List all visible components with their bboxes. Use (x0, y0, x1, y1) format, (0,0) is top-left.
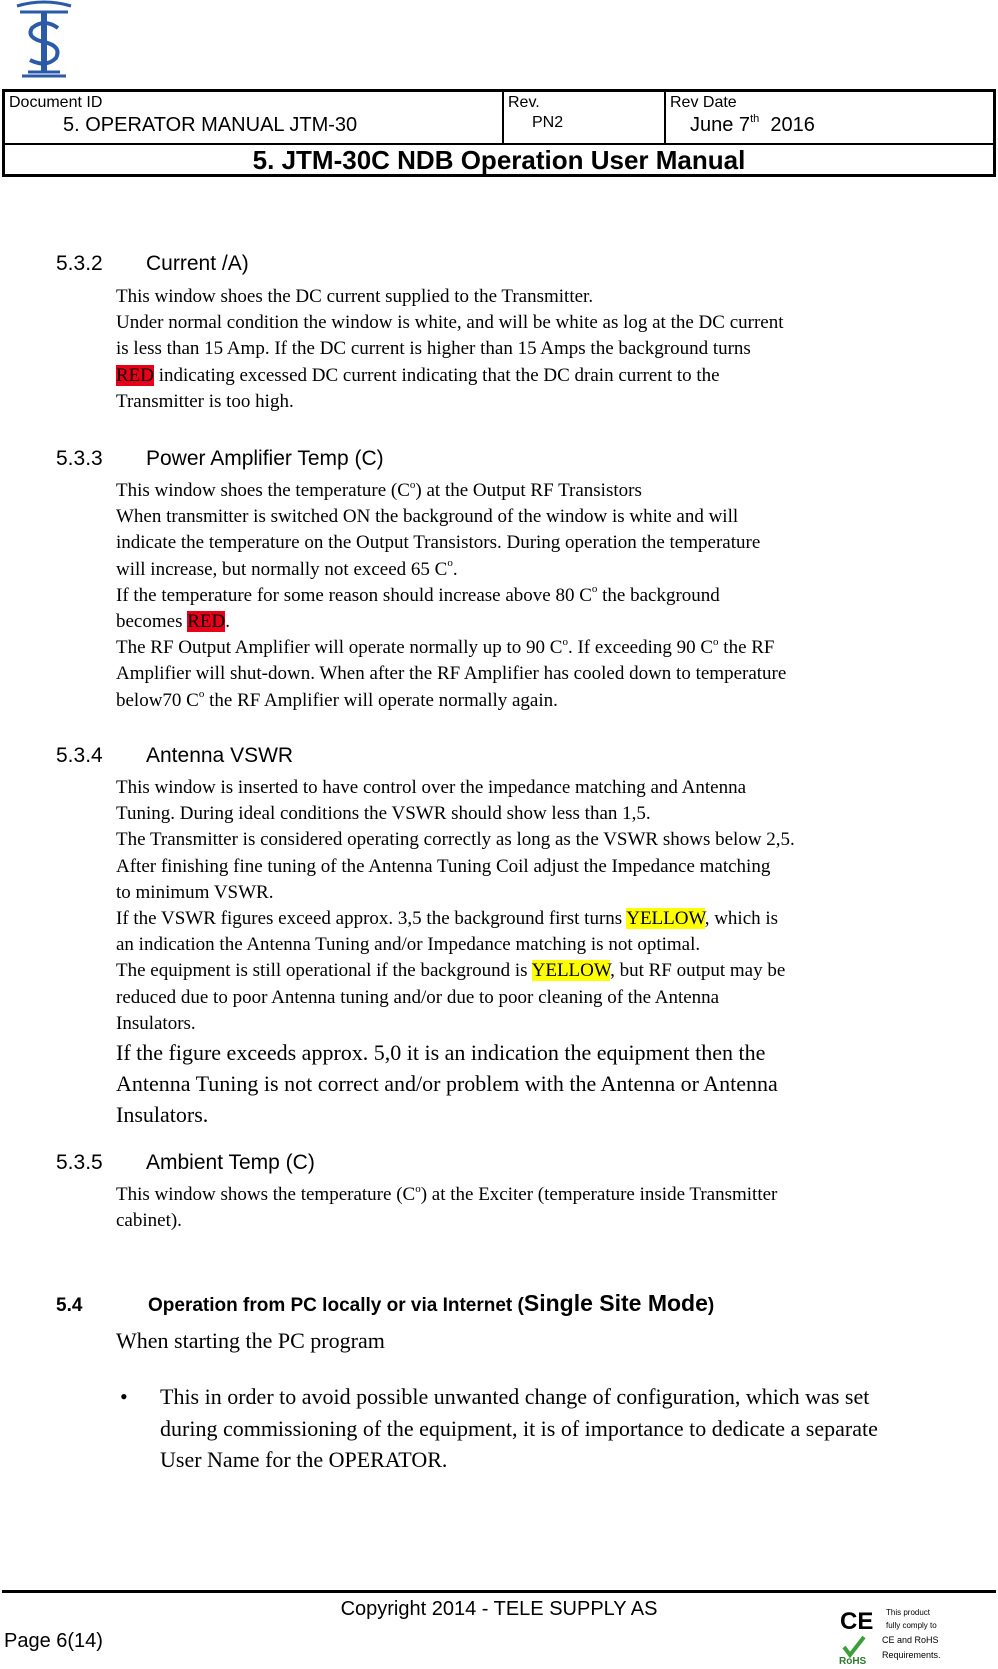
ce-mark: CE (840, 1608, 874, 1635)
section-heading-5-3-2: 5.3.2 Current /A) (56, 252, 249, 275)
rev-value: PN2 (532, 114, 564, 131)
list-item: This in order to avoid possible unwanted change of configuration, which was set during commissioning of the equipment, it is of importance to dedicate a separate User Name for the OPERATOR. (160, 1384, 878, 1472)
section-heading-5-4: 5.4 Operation from PC locally or via Internet (Single Site Mode) (56, 1290, 715, 1316)
yellow-highlight: YELLOW (531, 960, 611, 982)
page-number: Page 6(14) (4, 1630, 103, 1652)
yellow-highlight: YELLOW (626, 908, 705, 930)
document-id: 5. OPERATOR MANUAL JTM-30 (63, 114, 358, 136)
rev-date-cell (666, 92, 996, 143)
document-id-cell (5, 92, 504, 143)
red-highlight: RED (116, 364, 154, 386)
section-body-5-3-4: This window is inserted to have control over the impedance matching and Antenna Tuning. During ideal conditions the VSWR should show less than 1,5. The Transmitter is considered operating correctly as long as the VSWR shows below 2,5. After finishing fine tuning of the Antenna Tuning Coil adjust the Impedance matching to minimum VSWR. If the VSWR figures exceed approx. 3,5 the background first turns YELLOW, which is an indication the Antenna Tuning and/or Impedance matching is not optimal. The equipment is still operational if the background is YELLOW, but RF output may be reduced due to poor Antenna tuning and/or due to poor cleaning of the Antenna Insulators. If the figure exceeds approx. 5,0 it is an indication the equipment then the Antenna Tuning is not correct and/or problem with the Antenna or Antenna Insulators. (116, 777, 795, 1128)
section-body-5-3-3: This window shoes the temperature $(C^o)$ at the Output RF Transistors When transmitter is switched ON the background of the window is white and will indicate the temperature on the Output Transistors. During operation the temperature will increase, but normally not exceed 65 $C^o$. If the temperature for some reason should increase above 80 $C^o$ the background becomes RED. The RF Output Amplifier will operate normally up to 90 $C^o$. If exceeding 90 $C^o$ the RF Amplifier will shut-down. When after the RF Amplifier has cooled down to temperature below70 $C^o$ the RF Amplifier will operate normally again. (116, 478, 787, 711)
svg-text:Requirements.: Requirements. (882, 1650, 941, 1660)
bullet-icon: • (120, 1384, 128, 1409)
document-title: 5. JTM-30C NDB Operation User Manual (252, 145, 746, 175)
section-heading-5-3-4: 5.3.4 Antenna VSWR (56, 744, 294, 767)
ce-rohs-compliance-badge (838, 1603, 944, 1665)
section-body-5-3-5: This window shows the temperature $(C^o)$ at the Exciter (temperature inside Transmitter cabinet). (116, 1182, 778, 1232)
document-header (2, 89, 996, 177)
check-icon (844, 1637, 864, 1655)
section-heading-5-3-3: 5.3.3 Power Amplifier Temp (C) (56, 447, 384, 470)
svg-text:CE and RoHS: CE and RoHS (882, 1635, 939, 1645)
svg-text:This product: This product (886, 1608, 931, 1617)
document-id-label: Document ID (9, 94, 103, 111)
red-highlight: RED (187, 611, 226, 633)
rev-date-label: Rev Date (670, 94, 737, 111)
rev-cell (504, 92, 666, 143)
svg-text:fully comply to: fully comply to (886, 1621, 937, 1630)
company-logo (14, 0, 74, 78)
section-body-5-3-2: This window shoes the DC current supplied to the Transmitter. Under normal condition the window is white, and will be white as log at the DC current is less than 15 Amp. If the DC current is higher than 15 Amps the background turns RED indicating excessed DC current indicating that the DC drain current to the Transmitter is too high. (116, 286, 784, 412)
rev-date: June 7th 2016 (690, 113, 815, 136)
rev-label: Rev. (508, 94, 540, 111)
section-heading-5-3-5: 5.3.5 Ambient Temp (C) (56, 1151, 315, 1174)
copyright: Copyright 2014 - TELE SUPPLY AS (340, 1598, 658, 1620)
section-body-5-4: When starting the PC program (116, 1328, 385, 1353)
footer-divider (2, 1590, 996, 1593)
rohs-label: RoHS (839, 1656, 867, 1665)
